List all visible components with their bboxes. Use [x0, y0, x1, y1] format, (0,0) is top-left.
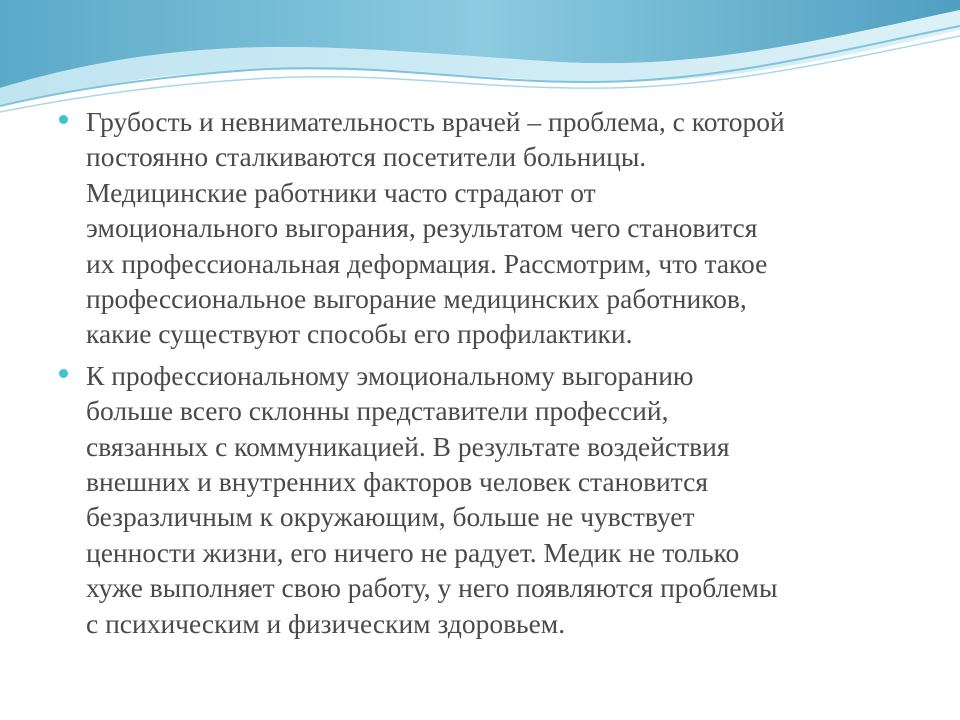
bullet-line: Грубость и невнимательность врачей – проблема, с которой [86, 106, 785, 137]
bullet-dot-icon [59, 115, 68, 124]
bullet-line: хуже выполняет свою работу, у него появляются проблемы [86, 572, 778, 604]
bullet-line: постоянно сталкиваются посетители больницы. [86, 141, 647, 173]
bullet-line: больше всего склонны представители профессий, [86, 395, 669, 427]
bullet-line: профессиональное выгорание медицинских работников, [86, 283, 747, 315]
bullet-item [56, 104, 916, 352]
bullet-line: их профессиональная деформация. Рассмотрим, что такое [86, 247, 768, 279]
slide-body [56, 104, 916, 647]
bullet-item [56, 358, 916, 641]
bullet-line: какие существуют способы его профилактики. [86, 318, 633, 350]
bullet-line: связанных с коммуникацией. В результате воздействия [86, 430, 730, 462]
bullet-line: безразличным к окружающим, больше не чувствует [86, 501, 695, 533]
bullet-line: с психическим и физическим здоровьем. [86, 607, 566, 639]
bullet-line: К профессиональному эмоциональному выгоранию [86, 359, 694, 391]
bullet-line: ценности жизни, его ничего не радует. Медик не только [86, 536, 740, 568]
bullet-line: внешних и внутренних факторов человек становится [86, 466, 708, 498]
bullet-line: Медицинские работники часто страдают от [86, 176, 596, 208]
bullet-dot-icon [59, 369, 68, 378]
bullet-line: эмоционального выгорания, результатом чего становится [86, 212, 758, 244]
